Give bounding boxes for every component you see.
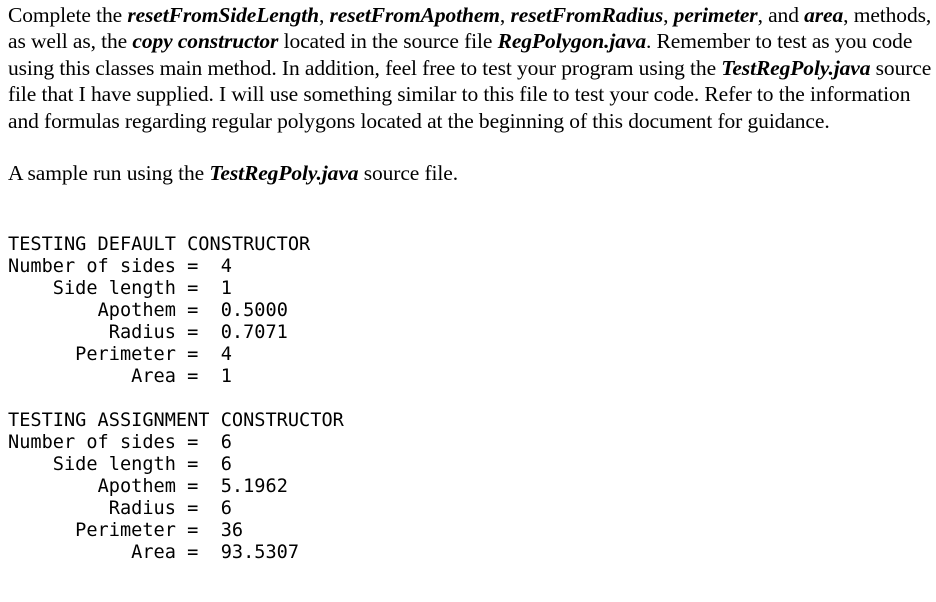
instruction-text: source file that I have supplied. I will use something similar to this file to test your code. Refer to the information and formulas regarding regular polygons located at the beginning of this document for guidance. (8, 55, 932, 133)
label-padding (8, 520, 75, 541)
output-value: 0.5000 (220, 300, 288, 322)
label-padding (8, 542, 131, 563)
output-label: Radius (108, 498, 176, 520)
output-label: Side length (52, 278, 176, 300)
output-label: Apothem (97, 300, 176, 322)
output-value: 4 (220, 344, 232, 366)
instruction-text: located in the source file (278, 29, 498, 54)
output-heading: TESTING ASSIGNMENT CONSTRUCTOR (8, 410, 344, 432)
equals-sign: = (175, 278, 221, 300)
output-label: Area (131, 366, 176, 388)
equals-sign: = (175, 322, 221, 344)
instruction-text: Complete the (8, 3, 128, 27)
equals-sign: = (175, 454, 221, 476)
label-padding (8, 278, 53, 299)
output-row (8, 322, 932, 344)
sample-intro-paragraph (8, 160, 932, 186)
sample-run-output (8, 234, 932, 564)
output-label: Apothem (97, 476, 176, 498)
emphasized-term: area (804, 3, 844, 27)
label-padding (8, 454, 53, 475)
output-value: 0.7071 (220, 322, 288, 344)
equals-sign: = (175, 344, 221, 366)
sample-output-block (8, 234, 932, 388)
emphasized-term: resetFromApothem (329, 3, 500, 27)
equals-sign: = (175, 432, 221, 454)
instruction-text: . Remember to test as you code using this classes main method. In addition, feel free to test your program using the (8, 29, 913, 80)
label-padding (8, 366, 131, 387)
sample-output-block (8, 410, 932, 564)
output-row (8, 366, 932, 388)
output-row (8, 256, 932, 278)
label-padding (8, 300, 98, 321)
emphasized-term: TestRegPoly.java (721, 55, 871, 80)
equals-sign: = (175, 542, 221, 564)
output-heading: TESTING DEFAULT CONSTRUCTOR (8, 234, 311, 256)
emphasized-term: resetFromRadius (510, 3, 664, 27)
output-value: 1 (220, 278, 232, 300)
label-padding (8, 344, 75, 365)
output-label: Number of sides (8, 432, 176, 454)
output-label: Number of sides (8, 256, 176, 278)
output-label: Radius (108, 322, 176, 344)
sample-intro-suffix: source file. (358, 161, 459, 186)
instruction-text: , (318, 3, 330, 27)
output-label: Side length (52, 454, 176, 476)
output-row (8, 278, 932, 300)
output-value: 93.5307 (220, 542, 300, 564)
sample-intro-file: TestRegPoly.java (209, 161, 359, 186)
equals-sign: = (175, 366, 221, 388)
output-value: 6 (220, 498, 232, 520)
sample-intro-prefix: A sample run using the (8, 161, 210, 186)
output-row (8, 520, 932, 542)
instructions-paragraph (8, 2, 932, 134)
document-body (8, 2, 932, 564)
label-padding (8, 322, 109, 343)
output-value: 6 (220, 432, 232, 454)
emphasized-term: perimeter (673, 3, 758, 27)
output-row (8, 542, 932, 564)
output-row (8, 300, 932, 322)
output-value: 4 (220, 256, 232, 278)
emphasized-term: copy constructor (132, 29, 279, 54)
emphasized-term: resetFromSideLength (127, 3, 319, 27)
output-row (8, 454, 932, 476)
equals-sign: = (175, 256, 221, 278)
output-label: Perimeter (75, 344, 176, 366)
output-label: Area (131, 542, 176, 564)
output-value: 36 (220, 520, 244, 542)
output-row (8, 498, 932, 520)
instruction-text: , (663, 3, 674, 27)
label-padding (8, 498, 109, 519)
label-padding (8, 476, 98, 497)
equals-sign: = (175, 300, 221, 322)
output-value: 6 (220, 454, 232, 476)
output-label: Perimeter (75, 520, 176, 542)
output-row (8, 476, 932, 498)
emphasized-term: RegPolygon.java (497, 29, 646, 54)
output-value: 5.1962 (220, 476, 288, 498)
instruction-text: , methods, as well as, the (8, 3, 932, 54)
instruction-text: , and (757, 3, 805, 27)
output-row (8, 344, 932, 366)
equals-sign: = (175, 476, 221, 498)
instruction-text: , (499, 3, 511, 27)
output-value: 1 (220, 366, 232, 388)
equals-sign: = (175, 520, 221, 542)
output-row (8, 432, 932, 454)
paragraph-spacer (8, 134, 932, 160)
equals-sign: = (175, 498, 221, 520)
